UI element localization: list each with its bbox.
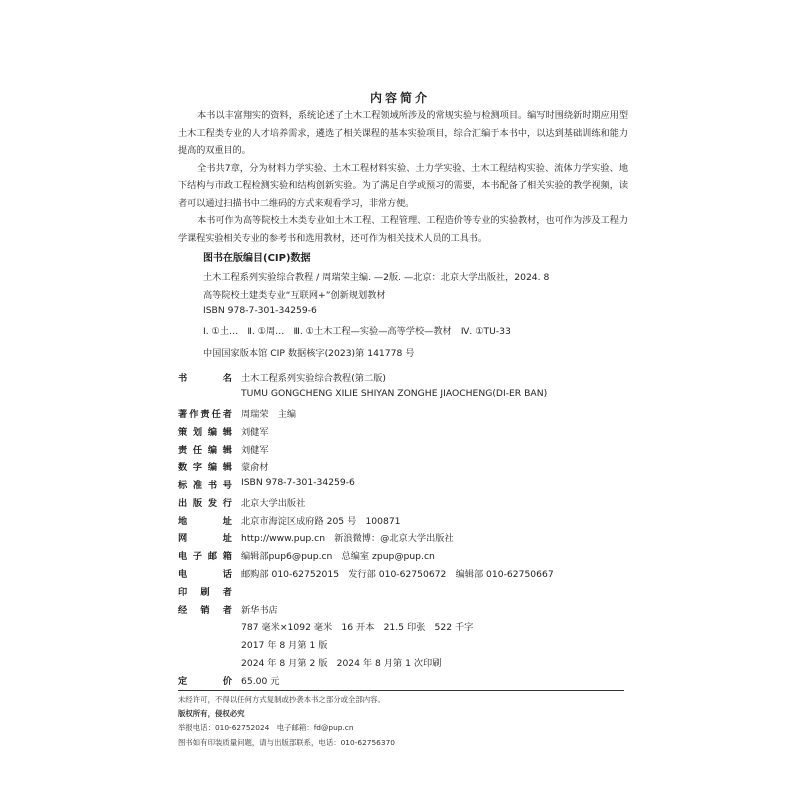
- info-value: TUMU GONGCHENG XILIE SHIYAN ZONGHE JIAOCHENG(DI-ER BAN): [241, 388, 548, 399]
- footer-line: 图书如有印装质量问题，请与出版部联系，电话：010-62756370: [178, 738, 395, 747]
- info-value: 周瑞荣 主编: [241, 409, 297, 420]
- intro-paragraph: 全书共7章，分为材料力学实验、土木工程材料实验、土力学实验、土木工程结构实验、流体力学实验、地下结构与市政工程检测实验和结构创新实验。为了满足自学或预习的需要，本书配备了相关实验的教学视频，读者可以通过扫描书中二维码的方式来观看学习，非常方便。: [178, 162, 628, 209]
- info-value: 2024 年 8 月第 2 版 2024 年 8 月第 1 次印刷: [241, 658, 442, 669]
- divider: [178, 690, 624, 691]
- info-label: 印刷者: [178, 587, 232, 598]
- cip-line: 土木工程系列实验综合教程 / 周瑞荣主编. —2版. —北京：北京大学出版社，2024. 8: [203, 272, 550, 283]
- info-label: 数字编辑: [178, 462, 232, 473]
- info-value: 刘健军: [241, 427, 269, 438]
- info-value: 2017 年 8 月第 1 版: [241, 640, 328, 651]
- info-value: 787 毫米×1092 毫米 16 开本 21.5 印张 522 千字: [241, 622, 474, 633]
- info-value: 北京市海淀区成府路 205 号 100871: [241, 516, 401, 527]
- info-label: 电话: [178, 569, 232, 580]
- intro-paragraph: 本书以丰富翔实的资料，系统论述了土木工程领域所涉及的常规实验与检测项目。编写时围绕新时期应用型土木工程类专业的人才培养需求，遴选了相关课程的基本实验项目，综合汇编于本书中，以达到基础训练和能力提高的双重目的。: [178, 110, 628, 156]
- info-value: http://www.pup.cn 新浪微博：@北京大学出版社: [241, 533, 454, 544]
- info-label: 电子邮箱: [178, 551, 232, 562]
- info-label: 策划编辑: [178, 427, 232, 438]
- page-title: 内容简介: [369, 91, 430, 105]
- intro-section: [178, 107, 628, 247]
- cip-heading: 图书在版编目(CIP)数据: [203, 253, 311, 264]
- cip-line: ISBN 978-7-301-34259-6: [203, 305, 317, 316]
- info-label: 责任编辑: [178, 445, 232, 456]
- info-value: 土木工程系列实验综合教程(第二版): [241, 373, 386, 384]
- info-value: 新华书店: [241, 605, 278, 616]
- info-label: 经销者: [178, 605, 232, 616]
- intro-paragraph: 本书可作为高等院校土木类专业如土木工程、工程管理、工程造价等专业的实验教材，也可作为涉及工程力学课程实验相关专业的参考书和选用教材，还可作为相关技术人员的工具书。: [178, 215, 628, 244]
- info-value: 编辑部pup6@pup.cn 总编室 zpup@pup.cn: [241, 551, 435, 562]
- footer-line: 举报电话：010-62752024 电子邮箱：fd@pup.cn: [178, 723, 354, 732]
- cip-line: 高等院校土建类专业“互联网+”创新规划教材: [203, 290, 386, 301]
- info-label: 地址: [178, 516, 232, 527]
- info-value: 蒙俞材: [241, 462, 269, 473]
- info-label: 标准书号: [178, 480, 232, 491]
- info-label: 网址: [178, 533, 232, 544]
- cip-line: Ⅰ. ①土… Ⅱ. ①周… Ⅲ. ①土木工程—实验—高等学校—教材 Ⅳ. ①TU-33: [203, 326, 511, 337]
- footer-line: 未经许可，不得以任何方式复制或抄袭本书之部分或全部内容。: [178, 695, 385, 704]
- footer-copyright: 版权所有，侵权必究: [178, 709, 245, 718]
- info-label: 定价: [178, 676, 232, 687]
- info-label: 著作责任者: [178, 409, 232, 420]
- info-label: 出版发行: [178, 498, 232, 509]
- info-value: ISBN 978-7-301-34259-6: [241, 477, 355, 488]
- cip-line: 中国国家版本馆 CIP 数据核字(2023)第 141778 号: [203, 348, 415, 359]
- info-value: 邮购部 010-62752015 发行部 010-62750672 编辑部 010-62750667: [241, 569, 554, 580]
- info-value: 北京大学出版社: [241, 498, 306, 509]
- info-value: 65.00 元: [241, 676, 280, 687]
- info-label: 书名: [178, 373, 232, 384]
- info-value: 刘健军: [241, 445, 269, 456]
